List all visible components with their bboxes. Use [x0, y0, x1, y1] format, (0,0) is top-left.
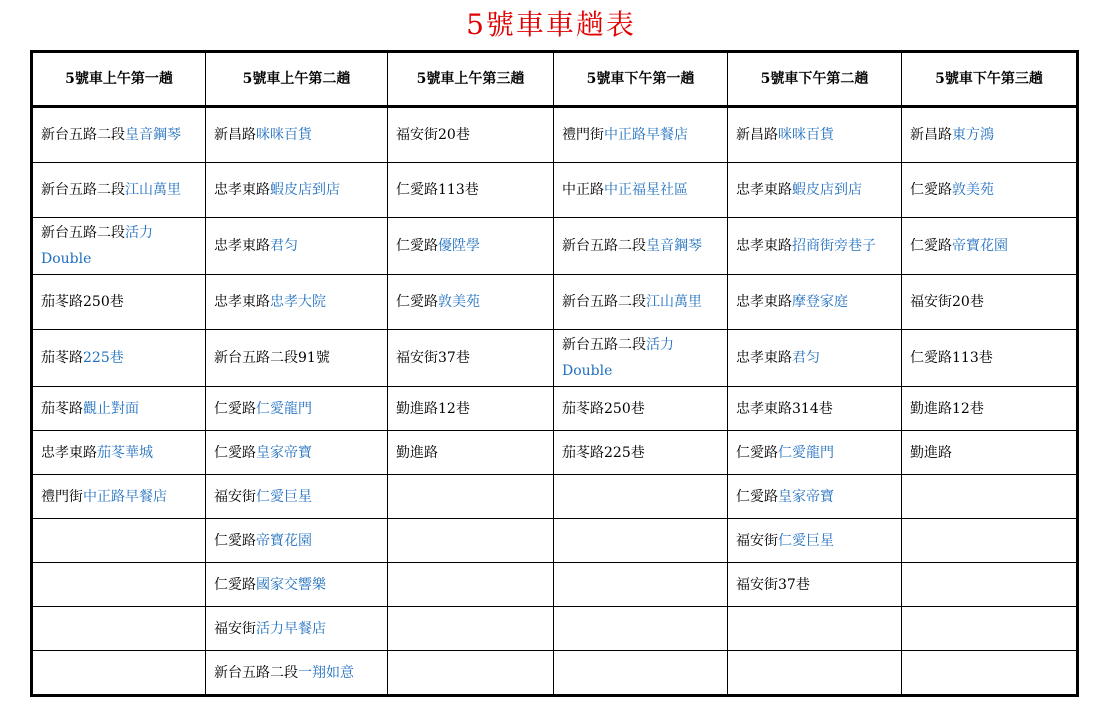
stop-road: 禮門街 [562, 127, 604, 143]
table-row [32, 651, 1078, 696]
stop-landmark: 蝦皮店到店 [270, 182, 340, 198]
stop-landmark: 摩登家庭 [792, 294, 848, 310]
stop-landmark: 敦美苑 [438, 294, 480, 310]
column-header: 5號車上午第三趟 [388, 52, 554, 107]
schedule-cell [728, 475, 902, 519]
schedule-cell [902, 651, 1078, 696]
stop-landmark: 東方鴻 [952, 127, 994, 143]
stop-road: 茄苳路250巷 [562, 400, 645, 417]
schedule-cell [902, 387, 1078, 431]
stop-landmark: 皇家帝寶 [256, 444, 312, 461]
schedule-cell [388, 475, 554, 519]
schedule-cell [388, 107, 554, 163]
stop-road: 忠孝東路 [41, 444, 97, 461]
stop-landmark: 225巷 [83, 350, 124, 366]
table-row [32, 387, 1078, 431]
schedule-cell [388, 607, 554, 651]
stop-road: 新台五路二段 [562, 337, 646, 353]
schedule-table [30, 50, 1079, 697]
table-row [32, 563, 1078, 607]
stop-road: 勤進路 [910, 444, 952, 461]
schedule-cell [554, 651, 728, 696]
schedule-cell [554, 218, 728, 275]
column-header: 5號車上午第二趟 [206, 52, 388, 107]
stop-road: 忠孝東路 [214, 182, 270, 198]
stop-road: 福安街20巷 [910, 294, 984, 310]
schedule-cell [32, 651, 206, 696]
stop-road: 勤進路12巷 [910, 400, 984, 417]
schedule-cell [728, 275, 902, 330]
stop-road: 茄苳路250巷 [41, 294, 124, 310]
schedule-cell [728, 431, 902, 475]
schedule-cell [554, 163, 728, 218]
stop-landmark: 君匀 [270, 238, 298, 254]
schedule-cell [206, 107, 388, 163]
stop-road: 福安街37巷 [396, 350, 470, 366]
schedule-cell [554, 475, 728, 519]
stop-road: 福安街 [214, 620, 256, 637]
table-row [32, 218, 1078, 275]
stop-landmark: 國家交響樂 [256, 576, 326, 593]
stop-road: 福安街20巷 [396, 127, 470, 143]
schedule-cell [206, 163, 388, 218]
schedule-cell [728, 519, 902, 563]
schedule-cell [206, 387, 388, 431]
schedule-cell [728, 387, 902, 431]
schedule-cell [902, 218, 1078, 275]
stop-landmark: 皇音鋼琴 [125, 127, 181, 143]
stop-road: 仁愛路 [910, 182, 952, 198]
table-row [32, 475, 1078, 519]
stop-road: 忠孝東路 [736, 238, 792, 254]
stop-landmark: 活力早餐店 [256, 620, 326, 637]
stop-road: 茄苳路 [41, 400, 83, 417]
stop-landmark: 中正福星社區 [604, 182, 688, 198]
stop-landmark: 蝦皮店到店 [792, 182, 862, 198]
stop-landmark: 活力Double [562, 337, 674, 379]
stop-landmark: 咪咪百貨 [256, 127, 312, 143]
schedule-cell [32, 563, 206, 607]
schedule-cell [206, 330, 388, 387]
stop-road: 仁愛路 [396, 238, 438, 254]
schedule-cell [902, 107, 1078, 163]
stop-landmark: 帝寶花園 [256, 532, 312, 549]
stop-landmark: 忠孝大院 [270, 294, 326, 310]
stop-road: 仁愛路 [736, 488, 778, 505]
schedule-cell [554, 607, 728, 651]
schedule-cell [902, 563, 1078, 607]
schedule-cell [554, 275, 728, 330]
stop-landmark: 江山萬里 [125, 182, 181, 198]
schedule-cell [388, 651, 554, 696]
schedule-cell [32, 218, 206, 275]
stop-road: 仁愛路 [736, 444, 778, 461]
table-row [32, 107, 1078, 163]
stop-landmark: 皇家帝寶 [778, 488, 834, 505]
stop-road: 忠孝東路 [736, 294, 792, 310]
schedule-cell [32, 107, 206, 163]
schedule-cell [902, 431, 1078, 475]
stop-landmark: 仁愛龍門 [256, 400, 312, 417]
schedule-cell [388, 519, 554, 563]
schedule-cell [728, 107, 902, 163]
stop-road: 仁愛路 [396, 294, 438, 310]
stop-road: 新台五路二段91號 [214, 350, 330, 366]
schedule-cell [388, 163, 554, 218]
stop-road: 新昌路 [736, 127, 778, 143]
stop-road: 仁愛路 [910, 238, 952, 254]
stop-road: 新台五路二段 [562, 238, 646, 254]
schedule-cell [206, 519, 388, 563]
stop-landmark: 江山萬里 [646, 294, 702, 310]
stop-road: 新台五路二段 [41, 182, 125, 198]
schedule-cell [554, 431, 728, 475]
stop-landmark: 帝寶花園 [952, 238, 1008, 254]
header-row [32, 52, 1078, 107]
stop-landmark: 仁愛巨星 [256, 488, 312, 505]
table-row [32, 330, 1078, 387]
stop-road: 福安街37巷 [736, 576, 810, 593]
schedule-cell [206, 607, 388, 651]
schedule-cell [206, 563, 388, 607]
schedule-cell [388, 431, 554, 475]
schedule-cell [728, 563, 902, 607]
schedule-cell [554, 107, 728, 163]
stop-landmark: 仁愛巨星 [778, 532, 834, 549]
schedule-cell [728, 607, 902, 651]
stop-road: 新台五路二段 [562, 294, 646, 310]
stop-road: 忠孝東路 [736, 182, 792, 198]
schedule-cell [206, 651, 388, 696]
schedule-cell [554, 330, 728, 387]
stop-road: 茄苳路 [41, 350, 83, 366]
schedule-cell [902, 275, 1078, 330]
schedule-cell [32, 607, 206, 651]
stop-road: 仁愛路 [214, 444, 256, 461]
schedule-cell [32, 275, 206, 330]
stop-road: 禮門街 [41, 488, 83, 505]
schedule-cell [206, 218, 388, 275]
schedule-cell [902, 163, 1078, 218]
schedule-cell [32, 519, 206, 563]
stop-road: 忠孝東路 [736, 350, 792, 366]
schedule-cell [206, 431, 388, 475]
stop-landmark: 咪咪百貨 [778, 127, 834, 143]
stop-landmark: 觀止對面 [83, 400, 139, 417]
schedule-cell [32, 163, 206, 218]
schedule-cell [388, 387, 554, 431]
schedule-cell [728, 651, 902, 696]
stop-landmark: 中正路早餐店 [83, 488, 167, 505]
stop-road: 新台五路二段 [41, 225, 125, 241]
schedule-body [32, 107, 1078, 696]
schedule-cell [554, 519, 728, 563]
page-title: 5號車車趟表 [466, 8, 636, 41]
schedule-cell [902, 607, 1078, 651]
schedule-cell [388, 563, 554, 607]
column-header: 5號車下午第二趟 [728, 52, 902, 107]
schedule-cell [388, 218, 554, 275]
column-header: 5號車下午第一趟 [554, 52, 728, 107]
stop-landmark: 招商街旁巷子 [792, 238, 876, 254]
table-row [32, 519, 1078, 563]
column-header: 5號車上午第一趟 [32, 52, 206, 107]
schedule-cell [388, 330, 554, 387]
stop-road: 仁愛路 [214, 400, 256, 417]
schedule-cell [902, 330, 1078, 387]
schedule-cell [32, 387, 206, 431]
stop-landmark: 皇音鋼琴 [646, 238, 702, 254]
schedule-cell [728, 330, 902, 387]
schedule-cell [902, 519, 1078, 563]
schedule-cell [32, 475, 206, 519]
stop-road: 福安街 [214, 488, 256, 505]
stop-road: 仁愛路 [214, 532, 256, 549]
stop-road: 新台五路二段 [41, 127, 125, 143]
stop-road: 新昌路 [910, 127, 952, 143]
stop-road: 茄苳路225巷 [562, 444, 645, 461]
stop-landmark: 仁愛龍門 [778, 444, 834, 461]
stop-road: 仁愛路 [214, 576, 256, 593]
stop-road: 忠孝東路 [214, 294, 270, 310]
stop-road: 勤進路 [396, 444, 438, 461]
schedule-cell [206, 275, 388, 330]
stop-landmark: 中正路早餐店 [604, 127, 688, 143]
table-row [32, 431, 1078, 475]
schedule-cell [206, 475, 388, 519]
stop-landmark: 優陞學 [438, 238, 480, 254]
schedule-cell [388, 275, 554, 330]
stop-road: 仁愛路113巷 [396, 182, 479, 198]
stop-landmark: 君匀 [792, 350, 820, 366]
stop-landmark: 一翔如意 [298, 664, 354, 681]
table-row [32, 607, 1078, 651]
stop-landmark: 活力Double [41, 225, 153, 267]
schedule-cell [728, 163, 902, 218]
schedule-cell [728, 218, 902, 275]
table-row [32, 275, 1078, 330]
table-row [32, 163, 1078, 218]
column-header: 5號車下午第三趟 [902, 52, 1078, 107]
schedule-cell [554, 563, 728, 607]
stop-landmark: 茄苳華城 [97, 444, 153, 461]
schedule-cell [554, 387, 728, 431]
stop-road: 忠孝東路314巷 [736, 400, 833, 417]
stop-road: 新台五路二段 [214, 664, 298, 681]
stop-landmark: 敦美苑 [952, 182, 994, 198]
schedule-cell [32, 431, 206, 475]
schedule-cell [32, 330, 206, 387]
stop-road: 仁愛路113巷 [910, 350, 993, 366]
stop-road: 福安街 [736, 532, 778, 549]
stop-road: 忠孝東路 [214, 238, 270, 254]
stop-road: 新昌路 [214, 127, 256, 143]
schedule-cell [902, 475, 1078, 519]
stop-road: 勤進路12巷 [396, 400, 470, 417]
stop-road: 中正路 [562, 182, 604, 198]
